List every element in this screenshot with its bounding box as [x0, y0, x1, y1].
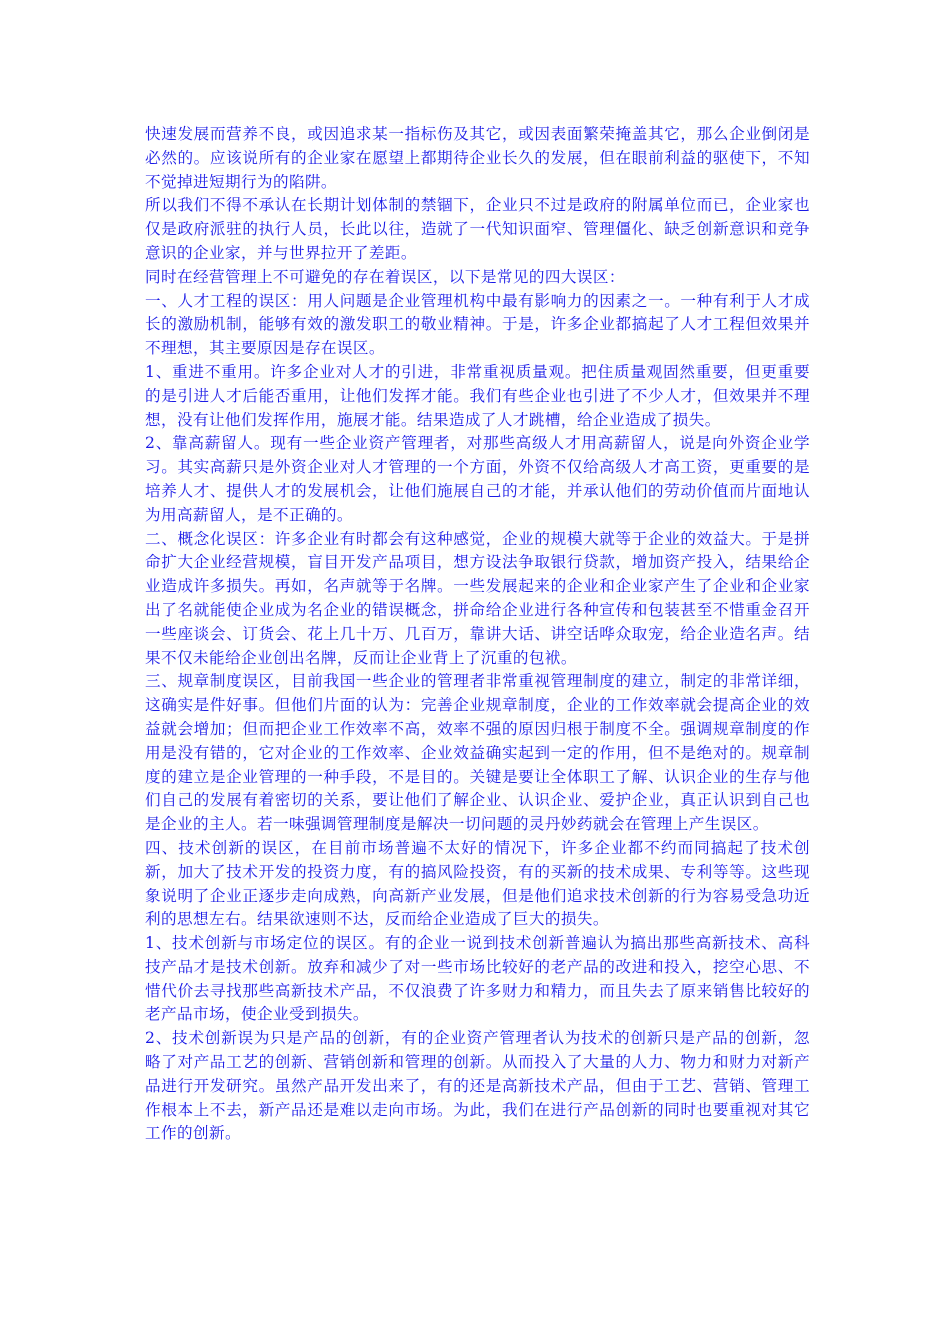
paragraph-talent-point-2: 2、靠高薪留人。现有一些企业资产管理者，对那些高级人才用高薪留人，说是向外资企业学习。其实高薪只是外资企业对人才管理的一个方面，外资不仅给高级人才高工资，更重要的是培养人才、提供人才的发展机会，让他们施展自己的才能，并承认他们的劳动价值而片面地认为用高薪留人，是不正确的。	[145, 434, 810, 524]
paragraph-conceptual-misconception: 二、概念化误区：许多企业有时都会有这种感觉，企业的规模大就等于企业的效益大。于是拼命扩大企业经营规模，盲目开发产品项目，想方设法争取银行贷款，增加资产投入，结果给企业造成许多损失。再如，名声就等于名牌。一些发展起来的企业和企业家产生了企业和企业家出了名就能使企业成为名企业的错误概念，拼命给企业进行各种宣传和包装甚至不惜重金召开一些座谈会、订货会、花上几十万、几百万，靠讲大话、讲空话哗众取宠，给企业造名声。结果不仅未能给企业创出名牌，反而让企业背上了沉重的包袱。	[145, 529, 810, 667]
paragraph-innovation-point-1: 1、技术创新与市场定位的误区。有的企业一说到技术创新普遍认为搞出那些高新技术、高科技产品才是技术创新。放弃和减少了对一些市场比较好的老产品的改进和投入，挖空心思、不惜代价去寻找那些高新技术产品，不仅浪费了许多财力和精力，而且失去了原来销售比较好的老产品市场，使企业受到损失。	[145, 934, 810, 1024]
paragraph-rules-misconception: 三、规章制度误区，目前我国一些企业的管理者非常重视管理制度的建立，制定的非常详细，这确实是件好事。但他们片面的认为：完善企业规章制度，企业的工作效率就会提高企业的效益就会增加；但而把企业工作效率不高，效率不强的原因归根于制度不全。强调规章制度的作用是没有错的，它对企业的工作效率、企业效益确实起到一定的作用，但不是绝对的。规章制度的建立是企业管理的一种手段，不是目的。关键是要让全体职工了解、认识企业的生存与他们自己的发展有着密切的关系，要让他们了解企业、认识企业、爱护企业，真正认识到自己也是企业的主人。若一味强调管理制度是解决一切问题的灵丹妙药就会在管理上产生误区。	[145, 672, 810, 834]
paragraph-talent-engineering: 一、人才工程的误区：用人问题是企业管理机构中最有影响力的因素之一。一种有利于人才成长的激励机制，能够有效的激发职工的敬业精神。于是，许多企业都搞起了人才工程但效果并不理想，其主要原因是存在误区。	[145, 291, 810, 358]
document-body	[145, 123, 810, 1146]
paragraph-innovation-misconception: 四、技术创新的误区，在目前市场普遍不太好的情况下，许多企业都不约而同搞起了技术创新，加大了技术开发的投资力度，有的搞风险投资，有的买新的技术成果、专利等等。这些现象说明了企业正逐步走向成熟，向高新产业发展，但是他们追求技术创新的行为容易受急功近利的思想左右。结果欲速则不达，反而给企业造成了巨大的损失。	[145, 838, 810, 929]
paragraph-four-misconceptions-intro: 同时在经营管理上不可避免的存在着误区，以下是常见的四大误区：	[145, 267, 625, 286]
paragraph-planned-system: 所以我们不得不承认在长期计划体制的禁锢下，企业只不过是政府的附属单位而已，企业家也仅是政府派驻的执行人员，长此以往，造就了一代知识面窄、管理僵化、缺乏创新意识和竞争意识的企业家，并与世界拉开了差距。	[145, 196, 810, 262]
paragraph-innovation-point-2: 2、技术创新误为只是产品的创新，有的企业资产管理者认为技术的创新只是产品的创新，忽略了对产品工艺的创新、营销创新和管理的创新。从而投入了大量的人力、物力和财力对新产品进行开发研究。虽然产品开发出来了，有的还是高新技术产品，但由于工艺、营销、管理工作根本上不去，新产品还是难以走向市场。为此，我们在进行产品创新的同时也要重视对其它工作的创新。	[145, 1029, 810, 1143]
paragraph-continuation: 快速发展而营养不良，或因追求某一指标伤及其它，或因表面繁荣掩盖其它，那么企业倒闭是必然的。应该说所有的企业家在愿望上都期待企业长久的发展，但在眼前利益的驱使下，不知不觉掉进短期行为的陷阱。	[145, 125, 810, 191]
paragraph-talent-point-1: 1、重进不重用。许多企业对人才的引进，非常重视质量观。把住质量观固然重要，但更重要的是引进人才后能否重用，让他们发挥才能。我们有些企业也引进了不少人才，但效果并不理想，没有让他们发挥作用，施展才能。结果造成了人才跳槽，给企业造成了损失。	[145, 362, 810, 429]
